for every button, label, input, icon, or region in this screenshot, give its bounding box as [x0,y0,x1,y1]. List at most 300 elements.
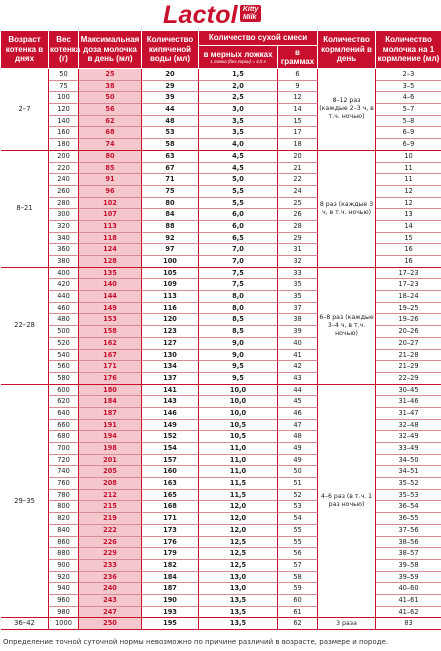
spoons-cell: 2,0 [199,81,278,93]
water-cell: 29 [142,81,199,93]
water-cell: 130 [142,350,199,362]
per-feeding-cell: 33–49 [376,443,441,455]
per-feeding-cell: 39–59 [376,572,441,584]
water-cell: 171 [142,513,199,525]
milk-cell: 68 [79,127,142,139]
per-feeding-cell: 31–47 [376,408,441,420]
grams-cell: 57 [278,560,318,572]
grams-cell: 53 [278,501,318,513]
table-row [1,151,441,163]
grams-cell: 17 [278,127,318,139]
per-feeding-cell: 32–48 [376,420,441,432]
grams-cell: 37 [278,303,318,315]
milk-cell: 149 [79,303,142,315]
weight-cell: 280 [49,198,79,210]
weight-cell: 960 [49,595,79,607]
milk-cell: 153 [79,314,142,326]
spoons-cell: 4,0 [199,139,278,151]
per-feeding-cell: 32–49 [376,431,441,443]
weight-cell: 120 [49,104,79,116]
per-feeding-cell: 2–3 [376,69,441,81]
weight-cell: 360 [49,244,79,256]
weight-cell: 160 [49,127,79,139]
per-feeding-cell: 3–5 [376,81,441,93]
header-spoons [199,46,278,69]
per-feeding-cell: 14 [376,221,441,233]
header-per-feeding: Количество молочка на 1 кормление (мл) [376,31,441,69]
milk-cell: 140 [79,279,142,291]
milk-cell: 107 [79,209,142,221]
spoons-cell: 5,5 [199,186,278,198]
spoons-cell: 12,5 [199,560,278,572]
grams-cell: 48 [278,431,318,443]
milk-cell: 191 [79,420,142,432]
weight-cell: 460 [49,303,79,315]
milk-cell: 74 [79,139,142,151]
grams-cell: 49 [278,443,318,455]
per-feeding-cell: 6–9 [376,127,441,139]
milk-cell: 176 [79,373,142,385]
milk-cell: 135 [79,268,142,280]
weight-cell: 300 [49,209,79,221]
spoons-cell: 1,5 [199,69,278,81]
milk-cell: 250 [79,618,142,630]
grams-cell: 6 [278,69,318,81]
grams-cell: 35 [278,291,318,303]
weight-cell: 480 [49,314,79,326]
weight-cell: 140 [49,116,79,128]
weight-cell: 420 [49,279,79,291]
spoons-cell: 9,0 [199,350,278,362]
spoons-cell: 12,5 [199,537,278,549]
spoons-cell: 12,0 [199,501,278,513]
per-feeding-cell: 31–46 [376,396,441,408]
weight-cell: 680 [49,431,79,443]
milk-cell: 91 [79,174,142,186]
grams-cell: 29 [278,233,318,245]
grams-cell: 49 [278,455,318,467]
water-cell: 163 [142,478,199,490]
milk-cell: 240 [79,583,142,595]
spoons-cell: 12,5 [199,548,278,560]
grams-cell: 15 [278,116,318,128]
weight-cell: 840 [49,525,79,537]
per-feeding-cell: 19–26 [376,314,441,326]
header-grams: в граммах [278,46,318,69]
water-cell: 154 [142,443,199,455]
milk-cell: 171 [79,361,142,373]
water-cell: 67 [142,163,199,175]
water-cell: 165 [142,490,199,502]
grams-cell: 52 [278,490,318,502]
milk-cell: 128 [79,256,142,268]
per-feeding-cell: 38–57 [376,548,441,560]
grams-cell: 58 [278,572,318,584]
grams-cell: 21 [278,163,318,175]
water-cell: 75 [142,186,199,198]
spoons-cell: 5,5 [199,198,278,210]
water-cell: 88 [142,221,199,233]
grams-cell: 28 [278,221,318,233]
milk-cell: 219 [79,513,142,525]
per-feeding-cell: 35–53 [376,490,441,502]
water-cell: 146 [142,408,199,420]
grams-cell: 44 [278,385,318,397]
spoons-cell: 9,5 [199,373,278,385]
water-cell: 157 [142,455,199,467]
water-cell: 168 [142,501,199,513]
water-cell: 187 [142,583,199,595]
feedings-cell: 3 раза [318,618,376,630]
header-milk: Максимальная доза молочка в день (мл) [79,31,142,69]
milk-cell: 201 [79,455,142,467]
per-feeding-cell: 12 [376,198,441,210]
water-cell: 141 [142,385,199,397]
weight-cell: 520 [49,338,79,350]
table-row [1,618,441,630]
feeding-table-body [1,69,441,630]
spoons-cell: 10,5 [199,420,278,432]
spoons-cell: 3,5 [199,127,278,139]
grams-cell: 20 [278,151,318,163]
spoons-cell: 10,0 [199,385,278,397]
header-spoon-note: 1 ложка (без горки) = 4,5 г [210,59,266,65]
spoons-cell: 2,5 [199,92,278,104]
milk-cell: 85 [79,163,142,175]
grams-cell: 14 [278,104,318,116]
weight-cell: 340 [49,233,79,245]
grams-cell: 24 [278,186,318,198]
logo-tag-milk: Milk [242,13,257,21]
water-cell: 100 [142,256,199,268]
grams-cell: 62 [278,618,318,630]
milk-cell: 243 [79,595,142,607]
grams-cell: 38 [278,314,318,326]
milk-cell: 102 [79,198,142,210]
water-cell: 71 [142,174,199,186]
water-cell: 137 [142,373,199,385]
water-cell: 179 [142,548,199,560]
per-feeding-cell: 5–7 [376,104,441,116]
per-feeding-cell: 19–25 [376,303,441,315]
milk-cell: 205 [79,466,142,478]
grams-cell: 42 [278,361,318,373]
per-feeding-cell: 36–55 [376,513,441,525]
milk-cell: 162 [79,338,142,350]
weight-cell: 220 [49,163,79,175]
grams-cell: 41 [278,350,318,362]
per-feeding-cell: 13 [376,209,441,221]
spoons-cell: 12,0 [199,513,278,525]
spoons-cell: 6,5 [199,233,278,245]
weight-cell: 580 [49,373,79,385]
age-cell: 29–35 [1,385,49,619]
per-feeding-cell: 37–56 [376,525,441,537]
weight-cell: 600 [49,385,79,397]
milk-cell: 208 [79,478,142,490]
grams-cell: 45 [278,396,318,408]
spoons-cell: 9,0 [199,338,278,350]
weight-cell: 75 [49,81,79,93]
water-cell: 113 [142,291,199,303]
header-age: Возраст котенка в днях [1,31,49,69]
water-cell: 109 [142,279,199,291]
weight-cell: 560 [49,361,79,373]
feedings-cell: 4–6 раз (в т.ч. 1 раз ночью) [318,385,376,619]
per-feeding-cell: 21–28 [376,350,441,362]
grams-cell: 60 [278,595,318,607]
weight-cell: 920 [49,572,79,584]
weight-cell: 260 [49,186,79,198]
per-feeding-cell: 20–26 [376,326,441,338]
header-spoons-label: в мерных ложках [203,49,273,59]
milk-cell: 212 [79,490,142,502]
water-cell: 44 [142,104,199,116]
feeding-table [1,31,441,630]
milk-cell: 180 [79,385,142,397]
spoons-cell: 8,5 [199,314,278,326]
header-water: Количество кипяченой воды (мл) [142,31,199,69]
per-feeding-cell: 34–51 [376,466,441,478]
weight-cell: 760 [49,478,79,490]
milk-cell: 118 [79,233,142,245]
water-cell: 20 [142,69,199,81]
per-feeding-cell: 16 [376,244,441,256]
spoons-cell: 11,0 [199,443,278,455]
milk-cell: 198 [79,443,142,455]
weight-cell: 860 [49,537,79,549]
per-feeding-cell: 15 [376,233,441,245]
header-dry-mix: Количество сухой смеси [199,31,318,46]
grams-cell: 46 [278,408,318,420]
spoons-cell: 7,5 [199,268,278,280]
spoons-cell: 8,0 [199,303,278,315]
water-cell: 105 [142,268,199,280]
water-cell: 195 [142,618,199,630]
milk-cell: 229 [79,548,142,560]
logo-tag-kitty: Kitty [242,6,259,13]
weight-cell: 540 [49,350,79,362]
milk-cell: 194 [79,431,142,443]
per-feeding-cell: 17–23 [376,279,441,291]
spoons-cell: 13,5 [199,595,278,607]
water-cell: 92 [142,233,199,245]
water-cell: 152 [142,431,199,443]
weight-cell: 660 [49,420,79,432]
grams-cell: 40 [278,338,318,350]
per-feeding-cell: 34–50 [376,455,441,467]
header-feedings: Количество кормлений в день [318,31,376,69]
grams-cell: 56 [278,548,318,560]
per-feeding-cell: 41–61 [376,595,441,607]
water-cell: 149 [142,420,199,432]
grams-cell: 55 [278,525,318,537]
per-feeding-cell: 40–60 [376,583,441,595]
spoons-cell: 7,0 [199,256,278,268]
spoons-cell: 7,5 [199,279,278,291]
weight-cell: 320 [49,221,79,233]
per-feeding-cell: 83 [376,618,441,630]
weight-cell: 980 [49,607,79,619]
spoons-cell: 4,5 [199,163,278,175]
age-cell: 2–7 [1,69,49,151]
logo-wordmark: Lactol [163,1,238,29]
per-feeding-cell: 4–6 [376,92,441,104]
spoons-cell: 11,5 [199,490,278,502]
weight-cell: 880 [49,548,79,560]
weight-cell: 940 [49,583,79,595]
weight-cell: 1000 [49,618,79,630]
milk-cell: 247 [79,607,142,619]
water-cell: 182 [142,560,199,572]
per-feeding-cell: 20–27 [376,338,441,350]
table-row [1,268,441,280]
grams-cell: 51 [278,478,318,490]
milk-cell: 226 [79,537,142,549]
weight-cell: 400 [49,268,79,280]
per-feeding-cell: 12 [376,186,441,198]
weight-cell: 440 [49,291,79,303]
water-cell: 143 [142,396,199,408]
spoons-cell: 3,5 [199,116,278,128]
spoons-cell: 13,0 [199,572,278,584]
spoons-cell: 10,0 [199,408,278,420]
spoons-cell: 11,0 [199,455,278,467]
milk-cell: 187 [79,408,142,420]
feedings-cell: 6–8 раз (каждые 3–4 ч, в т.ч. ночью) [318,268,376,385]
age-cell: 8–21 [1,151,49,268]
milk-cell: 233 [79,560,142,572]
age-cell: 36–42 [1,618,49,630]
grams-cell: 50 [278,466,318,478]
grams-cell: 25 [278,198,318,210]
table-row [1,69,441,81]
milk-cell: 38 [79,81,142,93]
per-feeding-cell: 6–9 [376,139,441,151]
water-cell: 120 [142,314,199,326]
logo-tag [240,5,262,22]
weight-cell: 180 [49,139,79,151]
spoons-cell: 12,0 [199,525,278,537]
spoons-cell: 10,5 [199,431,278,443]
weight-cell: 50 [49,69,79,81]
grams-cell: 35 [278,279,318,291]
spoons-cell: 8,5 [199,326,278,338]
water-cell: 63 [142,151,199,163]
per-feeding-cell: 5–8 [376,116,441,128]
header-weight: Вес котенка (г) [49,31,79,69]
per-feeding-cell: 22–29 [376,373,441,385]
grams-cell: 59 [278,583,318,595]
spoons-cell: 6,0 [199,209,278,221]
milk-cell: 56 [79,104,142,116]
weight-cell: 620 [49,396,79,408]
spoons-cell: 4,5 [199,151,278,163]
per-feeding-cell: 18–24 [376,291,441,303]
per-feeding-cell: 35–52 [376,478,441,490]
grams-cell: 61 [278,607,318,619]
milk-cell: 25 [79,69,142,81]
water-cell: 190 [142,595,199,607]
spoons-cell: 13,5 [199,618,278,630]
grams-cell: 43 [278,373,318,385]
milk-cell: 124 [79,244,142,256]
grams-cell: 33 [278,268,318,280]
water-cell: 127 [142,338,199,350]
grams-cell: 12 [278,92,318,104]
per-feeding-cell: 10 [376,151,441,163]
grams-cell: 32 [278,256,318,268]
grams-cell: 54 [278,513,318,525]
grams-cell: 18 [278,139,318,151]
spoons-cell: 3,0 [199,104,278,116]
per-feeding-cell: 30–45 [376,385,441,397]
weight-cell: 700 [49,443,79,455]
weight-cell: 640 [49,408,79,420]
milk-cell: 184 [79,396,142,408]
grams-cell: 26 [278,209,318,221]
feedings-cell: 8 раз (каждые 3 ч, в т.ч. ночью) [318,151,376,268]
per-feeding-cell: 41–62 [376,607,441,619]
water-cell: 48 [142,116,199,128]
spoons-cell: 5,0 [199,174,278,186]
weight-cell: 820 [49,513,79,525]
water-cell: 58 [142,139,199,151]
weight-cell: 240 [49,174,79,186]
milk-cell: 158 [79,326,142,338]
spoons-cell: 13,0 [199,583,278,595]
spoons-cell: 6,0 [199,221,278,233]
grams-cell: 47 [278,420,318,432]
age-cell: 22–28 [1,268,49,385]
weight-cell: 720 [49,455,79,467]
table-row [1,385,441,397]
grams-cell: 9 [278,81,318,93]
water-cell: 160 [142,466,199,478]
grams-cell: 22 [278,174,318,186]
water-cell: 80 [142,198,199,210]
milk-cell: 144 [79,291,142,303]
water-cell: 97 [142,244,199,256]
milk-cell: 50 [79,92,142,104]
weight-cell: 900 [49,560,79,572]
grams-cell: 31 [278,244,318,256]
water-cell: 184 [142,572,199,584]
milk-cell: 222 [79,525,142,537]
per-feeding-cell: 36–54 [376,501,441,513]
water-cell: 123 [142,326,199,338]
milk-cell: 215 [79,501,142,513]
water-cell: 193 [142,607,199,619]
footnote: Определение точной суточной нормы невозможно по причине различий в возрасте, размере и породе. [3,638,389,646]
water-cell: 53 [142,127,199,139]
milk-cell: 80 [79,151,142,163]
spoons-cell: 13,5 [199,607,278,619]
lactol-logo [163,2,261,28]
milk-cell: 62 [79,116,142,128]
spoons-cell: 8,0 [199,291,278,303]
milk-cell: 236 [79,572,142,584]
weight-cell: 500 [49,326,79,338]
water-cell: 84 [142,209,199,221]
weight-cell: 200 [49,151,79,163]
water-cell: 176 [142,537,199,549]
weight-cell: 380 [49,256,79,268]
per-feeding-cell: 21–29 [376,361,441,373]
spoons-cell: 7,0 [199,244,278,256]
weight-cell: 740 [49,466,79,478]
water-cell: 134 [142,361,199,373]
